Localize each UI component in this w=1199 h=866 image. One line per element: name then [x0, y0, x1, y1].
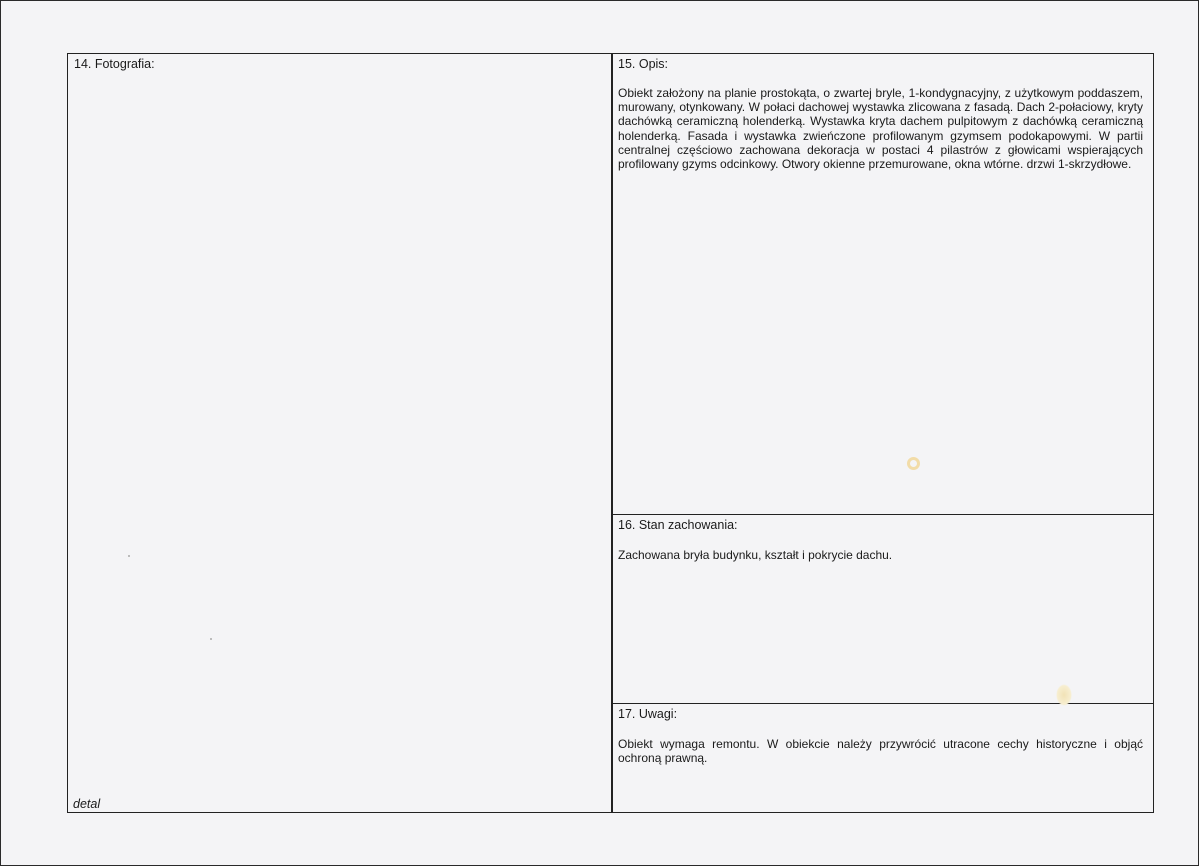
remarks-text: Obiekt wymaga remontu. W obiekcie należy przywrócić utracone cechy historyczne i objąć ochroną prawną.	[618, 737, 1143, 766]
description-section	[611, 53, 1154, 515]
photo-section-label: 14. Fotografia:	[74, 57, 155, 71]
remarks-label: 17. Uwagi:	[618, 707, 678, 721]
scan-speck	[210, 638, 212, 640]
condition-section	[611, 514, 1154, 704]
record-card-sheet	[67, 53, 1154, 813]
condition-label: 16. Stan zachowania:	[618, 518, 738, 532]
paper-stain	[1056, 684, 1072, 706]
photo-section	[67, 53, 613, 813]
condition-text: Zachowana bryła budynku, kształt i pokrycie dachu.	[618, 548, 893, 562]
remarks-section	[611, 703, 1154, 813]
paper-stain	[907, 457, 920, 470]
description-label: 15. Opis:	[618, 57, 669, 71]
photo-caption: detal	[73, 797, 101, 811]
scan-speck	[128, 555, 130, 557]
description-text: Obiekt założony na planie prostokąta, o zwartej bryle, 1-kondygnacyjny, z użytkowym poddaszem, murowany, otynkowany. W połaci dachowej wystawka zlicowana z fasadą. Dach 2-połaciowy, kryty dachówką ceramiczną holenderką. Wystawka kryta dachem pulpitowym z dachówką ceramiczną holenderką. Fasada i wystawka zwieńczone profilowanym gzymsem podokapowymi. W partii centralnej częściowo zachowana dekoracja w postaci 4 pilastrów z głowicami wspierających profilowany gzyms odcinkowy. Otwory okienne przemurowane, okna wtórne. drzwi 1-skrzydłowe.	[618, 86, 1143, 172]
